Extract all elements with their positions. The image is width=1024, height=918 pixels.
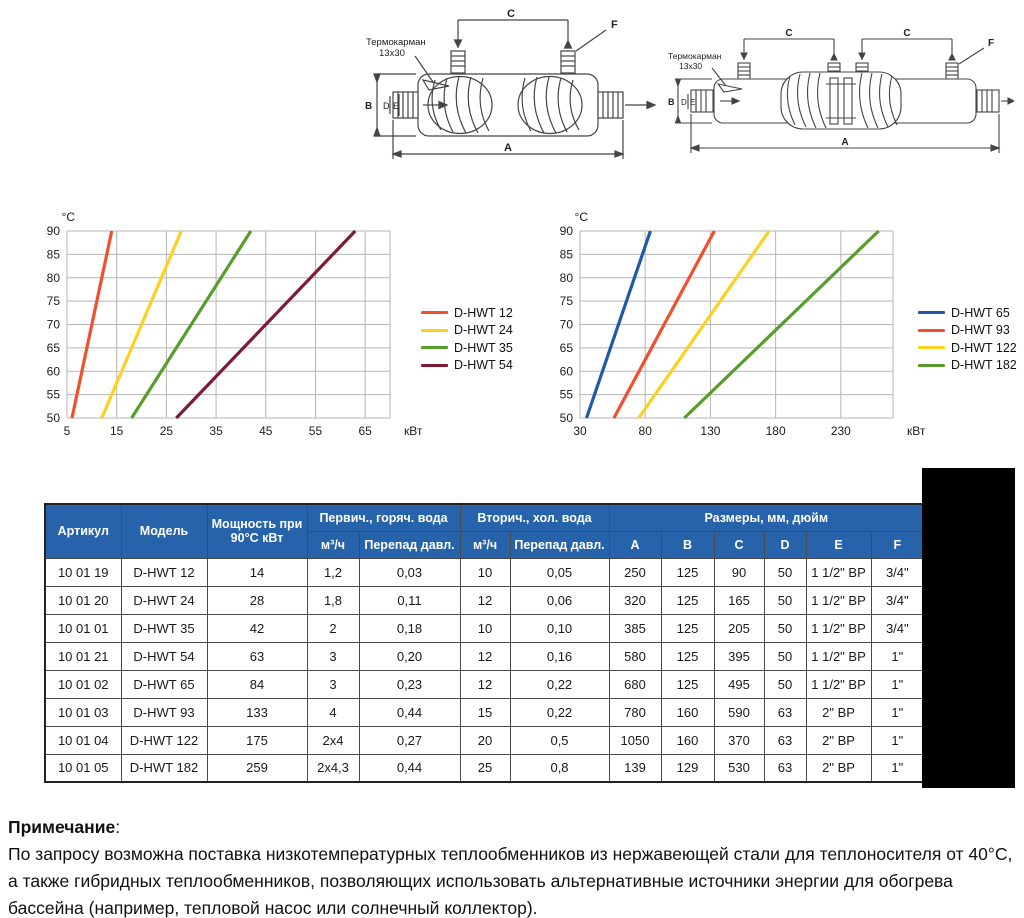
series-line-D-HWT 65 <box>587 231 651 418</box>
table-row <box>45 614 924 642</box>
legend-color-line <box>918 346 945 349</box>
table-cell: 3/4" <box>871 614 924 642</box>
legend-item <box>918 357 1017 375</box>
table-cell: 63 <box>764 754 806 782</box>
table-cell: 590 <box>714 698 764 726</box>
legend-color-line <box>918 311 945 314</box>
table-cell: 0,22 <box>510 698 609 726</box>
table-cell: 2х4,3 <box>307 754 359 782</box>
table-cell: 25 <box>460 754 510 782</box>
table-row <box>45 754 924 782</box>
y-tick-label: 50 <box>559 411 573 425</box>
table-cell: 1" <box>871 698 924 726</box>
table-cell: 1 1/2" ВР <box>806 614 871 642</box>
table-cell: 125 <box>661 614 714 642</box>
table-cell: 0,8 <box>510 754 609 782</box>
x-tick-label: 30 <box>573 424 587 438</box>
thermowell-label: Термокарман <box>366 37 426 48</box>
table-cell: 50 <box>764 614 806 642</box>
heat-exchanger-drawing-1 <box>363 4 660 170</box>
table-row <box>45 558 924 586</box>
legend-label: D-HWT 182 <box>951 358 1017 373</box>
y-tick-label: 80 <box>559 270 573 285</box>
col-header-primary-dp: Перепад давл. <box>359 531 460 558</box>
table-cell: 10 <box>460 558 510 586</box>
table-cell: 2" ВР <box>806 754 871 782</box>
performance-chart-small-models <box>40 205 460 445</box>
table-cell: 3/4" <box>871 586 924 614</box>
table-cell: 10 01 20 <box>45 586 121 614</box>
note-title: Примечание <box>8 817 116 837</box>
table-cell: 0,5 <box>510 726 609 754</box>
heat-exchanger-diagram-long <box>666 26 1014 168</box>
col-header-power: Мощность при 90°С кВт <box>207 504 307 558</box>
col-header-dim-a: A <box>609 531 661 558</box>
y-tick-label: 85 <box>46 247 60 262</box>
y-tick-label: 70 <box>46 317 60 332</box>
table-cell: 780 <box>609 698 661 726</box>
table-cell: 160 <box>661 698 714 726</box>
legend-label: D-HWT 122 <box>951 340 1017 355</box>
col-header-secondary-dp: Перепад давл. <box>510 531 609 558</box>
y-tick-label: 80 <box>46 270 60 285</box>
table-cell: 1 1/2" ВР <box>806 670 871 698</box>
table-cell: 0,16 <box>510 642 609 670</box>
spec-table <box>44 503 925 783</box>
table-cell: 139 <box>609 754 661 782</box>
table-cell: 530 <box>714 754 764 782</box>
table-row <box>45 642 924 670</box>
table-cell: 205 <box>714 614 764 642</box>
x-tick-label: 5 <box>63 424 71 438</box>
table-cell: D-HWT 12 <box>121 558 207 586</box>
col-header-model: Модель <box>121 504 207 558</box>
table-cell: 0,10 <box>510 614 609 642</box>
x-tick-label: 80 <box>638 424 652 438</box>
legend-item <box>421 322 513 340</box>
x-tick-label: 25 <box>159 424 174 438</box>
thermowell-size: 13х30 <box>679 61 703 71</box>
table-cell: 495 <box>714 670 764 698</box>
table-cell: 1 1/2" ВР <box>806 586 871 614</box>
legend-label: D-HWT 12 <box>454 305 513 320</box>
table-cell: 28 <box>207 586 307 614</box>
y-tick-label: 50 <box>46 411 60 425</box>
legend-label: D-HWT 24 <box>454 323 513 338</box>
note-heading-line <box>8 814 1016 841</box>
table-cell: 0,03 <box>359 558 460 586</box>
legend-color-line <box>421 329 448 332</box>
dim-label-a: A <box>504 142 512 154</box>
table-cell: 0,05 <box>510 558 609 586</box>
y-tick-label: 60 <box>46 364 60 379</box>
table-cell: 1,2 <box>307 558 359 586</box>
y-tick-label: 70 <box>559 317 573 332</box>
table-cell: 84 <box>207 670 307 698</box>
table-cell: 10 01 04 <box>45 726 121 754</box>
table-cell: 0,23 <box>359 670 460 698</box>
y-tick-label: 60 <box>559 364 573 379</box>
spec-table-header <box>45 504 924 558</box>
table-cell: 10 01 03 <box>45 698 121 726</box>
legend-label: D-HWT 93 <box>951 323 1010 338</box>
table-cell: 133 <box>207 698 307 726</box>
table-cell: 42 <box>207 614 307 642</box>
legend-label: D-HWT 65 <box>951 305 1010 320</box>
chart-legend-large-models <box>918 304 1017 374</box>
table-cell: 20 <box>460 726 510 754</box>
table-row <box>45 670 924 698</box>
table-cell: 1" <box>871 754 924 782</box>
series-line-D-HWT 122 <box>639 231 769 418</box>
col-group-dimensions: Размеры, мм, дюйм <box>609 504 924 531</box>
table-cell: 1050 <box>609 726 661 754</box>
x-tick-label: 15 <box>110 424 124 438</box>
table-cell: 63 <box>764 698 806 726</box>
table-cell: 3 <box>307 670 359 698</box>
table-cell: 0,44 <box>359 754 460 782</box>
series-line-D-HWT 54 <box>176 231 355 418</box>
table-row <box>45 726 924 754</box>
y-tick-label: 85 <box>559 247 573 262</box>
dim-label-e: E <box>690 98 696 107</box>
table-cell: 385 <box>609 614 661 642</box>
table-cell: 1 1/2" ВР <box>806 642 871 670</box>
table-cell: 320 <box>609 586 661 614</box>
dim-label-b: B <box>668 97 675 107</box>
table-row <box>45 586 924 614</box>
table-cell: 370 <box>714 726 764 754</box>
dim-label-e: E <box>393 101 400 111</box>
thermowell-size: 13х30 <box>379 48 405 59</box>
col-header-dim-d: D <box>764 531 806 558</box>
col-header-dim-e: E <box>806 531 871 558</box>
table-header-row-groups <box>45 504 924 531</box>
table-cell: 50 <box>764 670 806 698</box>
table-cell: 1" <box>871 642 924 670</box>
legend-color-line <box>421 364 448 367</box>
note-body: По запросу возможна поставка низкотемпературных теплообменников из нержавеющей стали для теплоносителя от 40°С, а также гибридных теплообменников, позволяющих использовать альтернативные источники энергии для обогрева бассейна (например, тепловой насос или солнечный коллектор). <box>8 844 1013 918</box>
x-tick-label: 130 <box>700 424 721 438</box>
table-cell: 12 <box>460 642 510 670</box>
table-cell: 10 <box>460 614 510 642</box>
table-cell: 125 <box>661 670 714 698</box>
table-cell: 2" ВР <box>806 726 871 754</box>
table-cell: 12 <box>460 586 510 614</box>
chart-legend-small-models <box>421 304 513 374</box>
legend-item <box>918 304 1017 322</box>
legend-item <box>918 322 1017 340</box>
table-cell: 1" <box>871 726 924 754</box>
y-axis-label: °C <box>61 210 75 224</box>
performance-chart-large-models <box>553 205 973 445</box>
table-cell: 2" ВР <box>806 698 871 726</box>
table-cell: D-HWT 65 <box>121 670 207 698</box>
table-cell: 10 01 01 <box>45 614 121 642</box>
table-cell: 125 <box>661 586 714 614</box>
table-cell: 0,27 <box>359 726 460 754</box>
table-cell: 63 <box>207 642 307 670</box>
table-cell: D-HWT 35 <box>121 614 207 642</box>
series-line-D-HWT 182 <box>684 231 878 418</box>
table-cell: 165 <box>714 586 764 614</box>
y-tick-label: 55 <box>46 387 60 402</box>
dim-label-c: C <box>785 28 793 39</box>
y-tick-label: 55 <box>559 387 573 402</box>
table-cell: 680 <box>609 670 661 698</box>
y-tick-label: 75 <box>559 294 573 309</box>
col-header-primary-flow: м³/ч <box>307 531 359 558</box>
table-cell: 63 <box>764 726 806 754</box>
table-cell: 50 <box>764 558 806 586</box>
col-header-dim-b: B <box>661 531 714 558</box>
table-cell: 175 <box>207 726 307 754</box>
y-tick-label: 90 <box>559 224 573 238</box>
x-tick-label: 230 <box>830 424 851 438</box>
table-cell: 2х4 <box>307 726 359 754</box>
table-cell: 395 <box>714 642 764 670</box>
table-cell: 1 1/2" ВР <box>806 558 871 586</box>
col-header-secondary-flow: м³/ч <box>460 531 510 558</box>
table-cell: 10 01 21 <box>45 642 121 670</box>
dim-label-d: D <box>681 98 687 107</box>
table-cell: 14 <box>207 558 307 586</box>
table-cell: 12 <box>460 670 510 698</box>
table-cell: 10 01 19 <box>45 558 121 586</box>
dim-label-f: F <box>988 38 995 49</box>
x-axis-label: кВт <box>907 424 926 438</box>
series-line-D-HWT 35 <box>132 231 251 418</box>
table-cell: 0,20 <box>359 642 460 670</box>
dim-label-d: D <box>383 101 390 111</box>
legend-color-line <box>421 311 448 314</box>
legend-item <box>421 357 513 375</box>
table-cell: 125 <box>661 558 714 586</box>
table-cell: 0,06 <box>510 586 609 614</box>
table-cell: 10 01 02 <box>45 670 121 698</box>
dim-label-c: C <box>903 28 911 39</box>
table-cell: 0,44 <box>359 698 460 726</box>
x-tick-label: 45 <box>259 424 273 438</box>
y-tick-label: 65 <box>46 340 60 355</box>
legend-color-line <box>421 346 448 349</box>
legend-item <box>421 339 513 357</box>
table-cell: D-HWT 24 <box>121 586 207 614</box>
dim-label-f: F <box>611 19 618 31</box>
table-cell: 3/4" <box>871 558 924 586</box>
legend-label: D-HWT 54 <box>454 358 513 373</box>
x-tick-label: 65 <box>358 424 372 438</box>
y-tick-label: 75 <box>46 294 60 309</box>
dim-label-a: A <box>841 137 849 148</box>
col-header-dim-f: F <box>871 531 924 558</box>
legend-item <box>421 304 513 322</box>
table-cell: 0,11 <box>359 586 460 614</box>
col-header-article: Артикул <box>45 504 121 558</box>
table-cell: 250 <box>609 558 661 586</box>
table-cell: 10 01 05 <box>45 754 121 782</box>
x-tick-label: 35 <box>209 424 223 438</box>
table-cell: 15 <box>460 698 510 726</box>
col-group-primary-water: Первич., горяч. вода <box>307 504 460 531</box>
col-group-secondary-water: Вторич., хол. вода <box>460 504 609 531</box>
spec-table-body <box>45 558 924 782</box>
table-cell: D-HWT 122 <box>121 726 207 754</box>
dim-label-b: B <box>365 101 373 112</box>
table-cell: D-HWT 182 <box>121 754 207 782</box>
table-row <box>45 698 924 726</box>
series-line-D-HWT 24 <box>102 231 182 418</box>
x-axis-label: кВт <box>404 424 423 438</box>
x-tick-label: 55 <box>308 424 323 438</box>
table-cell: 1" <box>871 670 924 698</box>
heat-exchanger-diagram-2coil <box>363 4 660 170</box>
table-cell: 0,22 <box>510 670 609 698</box>
table-cell: 259 <box>207 754 307 782</box>
table-cell: D-HWT 54 <box>121 642 207 670</box>
table-cell: 2 <box>307 614 359 642</box>
legend-item <box>918 339 1017 357</box>
legend-color-line <box>918 329 945 332</box>
series-line-D-HWT 93 <box>614 231 714 418</box>
heat-exchanger-drawing-2 <box>666 26 1014 168</box>
table-cell: 125 <box>661 642 714 670</box>
redaction-box <box>922 468 1015 788</box>
table-cell: 50 <box>764 586 806 614</box>
table-cell: 580 <box>609 642 661 670</box>
thermowell-label: Термокарман <box>668 51 722 61</box>
y-tick-label: 90 <box>46 224 60 238</box>
dim-label-c: C <box>507 8 515 20</box>
table-cell: 90 <box>714 558 764 586</box>
note-section <box>8 814 1016 918</box>
table-cell: 1,8 <box>307 586 359 614</box>
y-axis-label: °C <box>574 210 588 224</box>
x-tick-label: 180 <box>765 424 786 438</box>
y-tick-label: 65 <box>559 340 573 355</box>
table-cell: 50 <box>764 642 806 670</box>
legend-color-line <box>918 364 945 367</box>
table-cell: 160 <box>661 726 714 754</box>
note-title-colon: : <box>115 817 121 837</box>
table-cell: 4 <box>307 698 359 726</box>
table-cell: D-HWT 93 <box>121 698 207 726</box>
legend-label: D-HWT 35 <box>454 340 513 355</box>
col-header-dim-c: C <box>714 531 764 558</box>
table-cell: 3 <box>307 642 359 670</box>
table-cell: 129 <box>661 754 714 782</box>
series-line-D-HWT 12 <box>72 231 112 418</box>
table-cell: 0,18 <box>359 614 460 642</box>
